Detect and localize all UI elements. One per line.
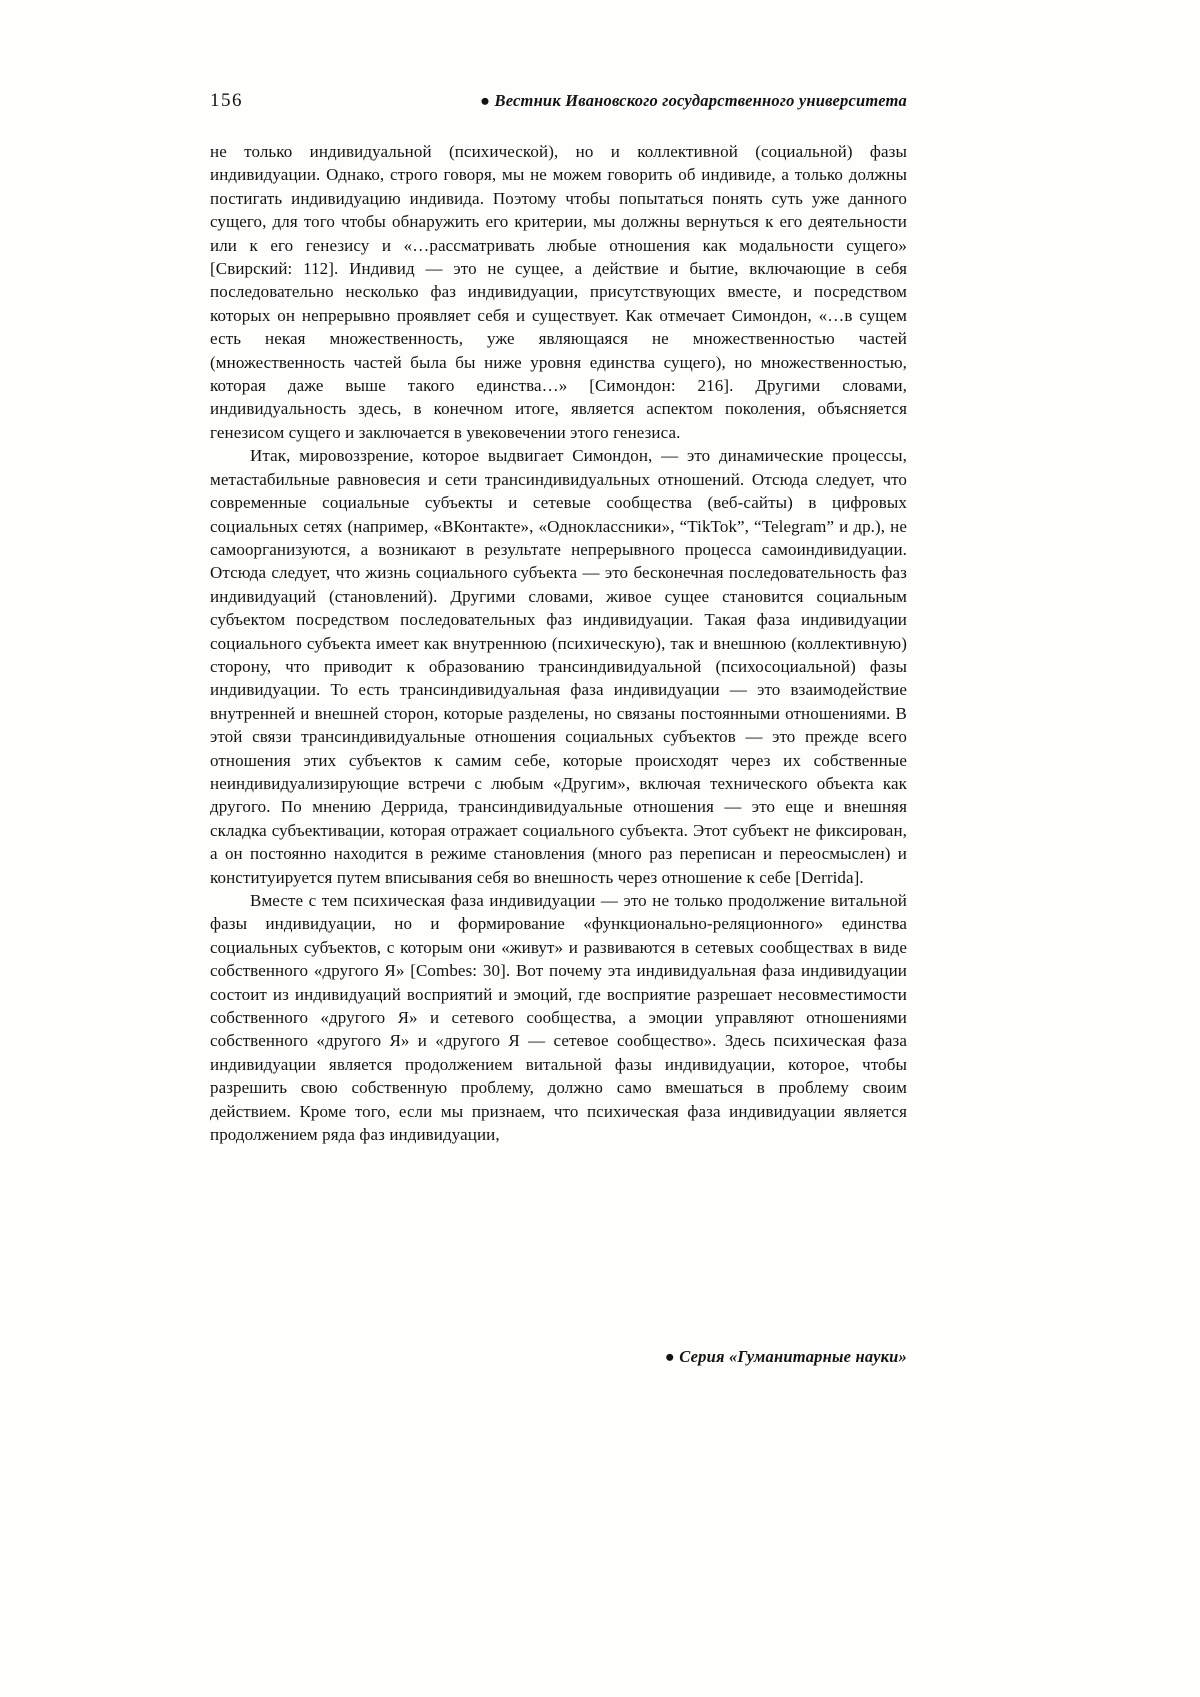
series-footer: ● Серия «Гуманитарные науки» <box>664 1347 907 1366</box>
page-number: 156 <box>210 90 243 111</box>
body-paragraph: Вместе с тем психическая фаза индивидуации — это не только продолжение витальной фазы индивидуации, но и формирование «функционально-реляционного» единства социальных субъектов, с которым они «живут» и развиваются в сетевых сообществах в виде собственного «другого Я» [Combes: 30]. Вот почему эта индивидуальная фаза индивидуации состоит из индивидуаций восприятий и эмоций, где восприятие разрешает несовместимости собственного «другого Я» и сетевого сообщества, а эмоции управляют отношениями собственного «другого Я» и «другого Я — сетевое сообщество». Здесь психическая фаза индивидуации является продолжением витальной фазы индивидуации, которое, чтобы разрешить свою собственную проблему, должно само вмешаться в проблему своим действием. Кроме того, если мы признаем, что психическая фаза индивидуации является продолжением ряда фаз индивидуации, <box>210 891 907 1145</box>
body-paragraph: Итак, мировоззрение, которое выдвигает Симондон, — это динамические процессы, метастабильные равновесия и сети трансиндивидуальных отношений. Отсюда следует, что современные социальные субъекты и сетевые сообщества (веб-сайты) в цифровых социальных сетях (например, «ВКонтакте», «Одноклассники», “TikTok”, “Telegram” и др.), не самоорганизуются, а возникают в результате непрерывного процесса самоиндивидуации. Отсюда следует, что жизнь социального субъекта — это бесконечная последовательность фаз индивидуаций (становлений). Другими словами, живое сущее становится социальным субъектом посредством последовательных фаз индивидуации. Такая фаза индивидуации социального субъекта имеет как внутреннюю (психическую), так и внешнюю (коллективную) сторону, что приводит к образованию трансиндивидуальной (психосоциальной) фазы индивидуации. То есть трансиндивидуальная фаза индивидуации — это взаимодействие внутренней и внешней сторон, которые разделены, но связаны постоянными отношениями. В этой связи трансиндивидуальные отношения социальных субъектов — это прежде всего отношения этих субъектов к самим себе, которые происходят через их собственные неиндивидуализирующие встречи с любым «Другим», включая технического объекта как другого. По мнению Деррида, трансиндивидуальные отношения — это еще и внешняя складка субъективации, которая отражает социального субъекта. Этот субъект не фиксирован, а он постоянно находится в режиме становления (много раз переписан и переосмыслен) и конституируется путем вписывания себя во внешность через отношение к себе [Derrida]. <box>210 446 907 887</box>
body-paragraph: не только индивидуальной (психической), но и коллективной (социальной) фазы индивидуации. Однако, строго говоря, мы не можем говорить об индивиде, а только должны постигать индивидуацию индивида. Поэтому чтобы попытаться понять суть уже данного сущего, для того чтобы обнаружить его критерии, мы должны вернуться к его деятельности или к его генезису и «…рассматривать любые отношения как модальности сущего» [Свирский: 112]. Индивид — это не сущее, а действие и бытие, включающие в себя последовательно несколько фаз индивидуации, присутствующих вместе, и посредством которых он непрерывно проявляет себя и существует. Как отмечает Симондон, «…в сущем есть некая множественность, уже являющаяся не множественностью частей (множественность частей была бы ниже уровня единства сущего), но множественностью, которая даже выше такого единства…» [Симондон: 216]. Другими словами, индивидуальность здесь, в конечном итоге, является аспектом поколения, объясняется генезисом сущего и заключается в увековечении этого генезиса. <box>210 142 907 442</box>
article-body <box>210 140 907 1146</box>
journal-title: ● Вестник Ивановского государственного университета <box>480 91 907 110</box>
running-head <box>210 90 907 112</box>
